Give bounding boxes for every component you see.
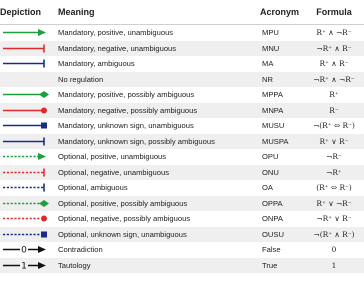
meaning-cell: Optional, ambiguous: [58, 183, 128, 193]
acronym-cell: MPU: [262, 28, 279, 38]
meaning-cell: Mandatory, positive, unambiguous: [58, 28, 174, 38]
acronym-cell: OPPA: [254, 196, 304, 212]
formula-cell: R⁺ ∧ R⁻: [319, 59, 349, 69]
circle-head-icon: [41, 107, 47, 113]
header-formula: Formula: [304, 0, 364, 25]
edge-glyph-icon: [0, 103, 52, 118]
acronym-cell: MUSPA: [254, 134, 304, 150]
header-depiction: Depiction: [0, 0, 52, 25]
acronym-cell: True: [254, 258, 304, 274]
table-row: [0, 258, 364, 274]
table-row: [0, 103, 364, 119]
formula-cell: R⁻: [304, 103, 364, 119]
table-body: [0, 25, 364, 274]
acronym-cell: MA: [262, 59, 274, 69]
depiction-cell: [0, 211, 52, 227]
table-row: [0, 56, 364, 72]
table-row: [0, 196, 364, 212]
acronym-cell: MPPA: [262, 90, 283, 100]
meaning-cell: Mandatory, ambiguous: [58, 59, 135, 69]
formula-cell: ¬(R⁺ ⇔ R⁻): [313, 121, 355, 131]
arrowhead-icon: [38, 246, 46, 253]
depiction-cell: [0, 180, 52, 196]
edge-mark-label: 0: [21, 245, 27, 256]
formula-cell: ¬R⁺: [304, 165, 364, 181]
meaning-cell: No regulation: [52, 72, 254, 88]
table-row: [0, 165, 364, 181]
edge-mark-label: 1: [21, 261, 27, 272]
depiction-cell: [0, 196, 52, 212]
arrowhead-icon: [38, 262, 46, 269]
edge-glyph-icon: [0, 149, 52, 164]
meaning-cell: Optional, positive, possibly ambiguous: [52, 196, 254, 212]
table-row: [0, 87, 364, 103]
meaning-cell: Mandatory, unknown sign, unambiguous: [58, 121, 194, 131]
table-row: [0, 134, 364, 150]
edge-glyph-icon: [0, 242, 52, 257]
acronym-cell: OUSU: [254, 227, 304, 243]
formula-cell: R⁺: [329, 90, 339, 100]
edge-glyph-icon: [0, 258, 52, 273]
arrowhead-icon: [38, 153, 46, 160]
formula-cell: R⁺ ∨ R⁻: [304, 134, 364, 150]
table-row: [0, 227, 364, 243]
edge-glyph-icon: [0, 87, 52, 102]
meaning-cell: Mandatory, unknown sign, possibly ambiguous: [52, 134, 254, 150]
acronym-cell: OA: [262, 183, 273, 193]
acronym-cell: ONU: [254, 165, 304, 181]
formula-cell: ¬R⁺ ∧ ¬R⁻: [304, 72, 364, 88]
meaning-cell: Optional, negative, possibly ambiguous: [58, 214, 191, 224]
meaning-cell: Optional, negative, unambiguous: [52, 165, 254, 181]
acronym-cell: NR: [254, 72, 304, 88]
edge-glyph-icon: [0, 227, 52, 242]
meaning-cell: Optional, unknown sign, unambiguous: [52, 227, 254, 243]
circle-head-icon: [41, 216, 47, 222]
table-row: [0, 41, 364, 57]
edge-glyph-icon: [0, 134, 52, 149]
depiction-cell: [0, 134, 52, 150]
header-acronym: Acronym: [254, 0, 304, 25]
formula-cell: 1: [304, 258, 364, 274]
depiction-cell: [0, 242, 52, 258]
depiction-cell: [0, 25, 52, 41]
depiction-cell: [0, 258, 52, 274]
meaning-cell: Optional, positive, unambiguous: [58, 152, 167, 162]
acronym-cell: MUSU: [262, 121, 285, 131]
meaning-cell: Mandatory, negative, possibly ambiguous: [52, 103, 254, 119]
acronym-cell: OPU: [262, 152, 279, 162]
diamond-head-icon: [39, 91, 49, 98]
table-row: [0, 149, 364, 165]
edge-glyph-icon: [0, 56, 52, 71]
depiction-cell: [0, 87, 52, 103]
table-row: [0, 118, 364, 134]
edge-glyph-icon: [0, 25, 52, 40]
depiction-cell: [0, 72, 52, 88]
meaning-cell: Tautology: [52, 258, 254, 274]
formula-cell: R⁺ ∨ ¬R⁻: [304, 196, 364, 212]
acronym-cell: ONPA: [262, 214, 283, 224]
diamond-head-icon: [39, 200, 49, 207]
formula-cell: R⁺ ∧ ¬R⁻: [316, 28, 352, 38]
square-head-icon: [41, 231, 47, 237]
formula-cell: 0: [331, 245, 337, 255]
header-meaning: Meaning: [52, 0, 254, 25]
table-row: [0, 242, 364, 258]
depiction-cell: [0, 56, 52, 72]
edge-glyph-icon: [0, 165, 52, 180]
header-row: [0, 0, 364, 25]
meaning-cell: Contradiction: [58, 245, 103, 255]
edge-glyph-icon: [0, 196, 52, 211]
depiction-cell: [0, 118, 52, 134]
table-row: [0, 72, 364, 88]
acronym-cell: MNU: [254, 41, 304, 57]
square-head-icon: [41, 123, 47, 129]
formula-cell: ¬R⁺ ∧ R⁻: [304, 41, 364, 57]
depiction-cell: [0, 165, 52, 181]
formula-cell: (R⁺ ⇔ R⁻): [316, 183, 352, 193]
edge-glyph-icon: [0, 211, 52, 226]
depiction-cell: [0, 41, 52, 57]
acronym-cell: False: [262, 245, 281, 255]
formula-cell: ¬R⁺ ∨ R⁻: [316, 214, 352, 224]
depiction-cell: [0, 103, 52, 119]
depiction-cell: [0, 149, 52, 165]
depiction-cell: [0, 227, 52, 243]
acronym-cell: MNPA: [254, 103, 304, 119]
edge-glyph-icon: [0, 41, 52, 56]
meaning-cell: Mandatory, negative, unambiguous: [52, 41, 254, 57]
edge-glyph-icon: [0, 118, 52, 133]
formula-cell: ¬(R⁺ ∧ R⁻): [304, 227, 364, 243]
table-row: [0, 25, 364, 41]
edge-glyph-icon: [0, 72, 52, 87]
edge-glyph-icon: [0, 180, 52, 195]
arrowhead-icon: [38, 29, 46, 36]
formula-cell: ¬R⁻: [326, 152, 342, 162]
table-row: [0, 211, 364, 227]
meaning-cell: Mandatory, positive, possibly ambiguous: [58, 90, 195, 100]
table-row: [0, 180, 364, 196]
